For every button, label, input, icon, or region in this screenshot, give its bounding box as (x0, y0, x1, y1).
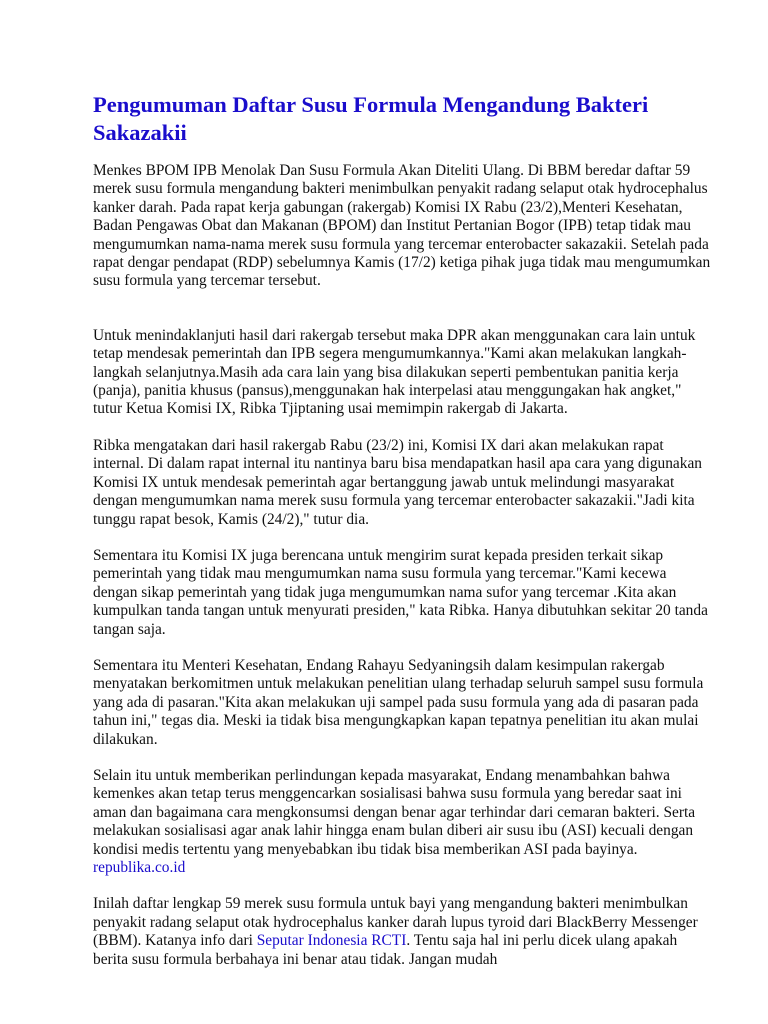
paragraph-7-text-start: Inilah daftar lengkap 59 merek susu formula untuk bayi yang mengandung bakteri menimbulkan penyakit radang selaput otak hydrocephalus kanker darah lupus tyroid dari BlackBerry Messenger (BBM). Katanya info dari (93, 895, 698, 950)
paragraph-2: Untuk menindaklanjuti hasil dari rakergab tersebut maka DPR akan menggunakan cara lain untuk tetap mendesak pemerintah dan IPB segera mengumumkannya."Kami akan melakukan langkah-langkah selanjutnya.Masih ada cara lain yang bisa dilakukan seperti pembentukan panitia kerja (panja), panitia khusus (pansus),menggunakan hak interpelasi atau menggungakan hak angket," tutur Ketua Komisi IX, Ribka Tjiptaning usai memimpin rakergab di Jakarta. (93, 326, 696, 418)
paragraph-5: Sementara itu Menteri Kesehatan, Endang Rahayu Sedyaningsih dalam kesimpulan rakergab menyatakan berkomitmen untuk melakukan penelitian ulang terhadap seluruh sampel susu formula yang ada di pasaran."Kita akan melakukan uji sampel pada susu formula yang ada di pasaran pada tahun ini," tegas dia. Meski ia tidak bisa mengungkapkan kapan tepatnya penelitian itu akan mulai dilakukan. (93, 656, 704, 748)
paragraph-3: Ribka mengatakan dari hasil rakergab Rabu (23/2) ini, Komisi IX dari akan melakukan rapat internal. Di dalam rapat internal itu nantinya baru bisa mendapatkan hasil apa cara yang digunakan Komisi IX untuk mendesak pemerintah agar bertanggung jawab untuk melindungi masyarakat dengan mengumumkan nama merek susu formula yang tercemar enterobacter sakazakii."Jadi kita tunggu rapat besok, Kamis (24/2)," tutur dia. (93, 436, 702, 528)
paragraph-7-text-end: . Tentu saja hal ini perlu dicek ulang apakah berita susu formula berbahaya ini benar atau tidak. Jangan mudah (93, 932, 678, 968)
page-title: Pengumuman Daftar Susu Formula Mengandung Bakteri Sakazakii (93, 92, 649, 145)
paragraph-1: Menkes BPOM IPB Menolak Dan Susu Formula Akan Diteliti Ulang. Di BBM beredar daftar 59 merek susu formula mengandung bakteri menimbulkan penyakit radang selaput otak hydrocephalus kanker darah. Pada rapat kerja gabungan (rakergab) Komisi IX Rabu (23/2),Menteri Kesehatan, Badan Pengawas Obat dan Makanan (BPOM) dan Institut Pertanian Bogor (IPB) tetap tidak mau mengumumkan nama-nama merek susu formula yang tercemar enterobacter sakazakii. Setelah pada rapat dengar pendapat (RDP) sebelumnya Kamis (17/2) ketiga pihak juga tidak mau mengumumkan susu formula yang tercemar tersebut. (93, 162, 711, 290)
source-link[interactable]: republika.co.id (93, 859, 186, 876)
paragraph-7 (93, 895, 713, 969)
paragraph-4: Sementara itu Komisi IX juga berencana untuk mengirim surat kepada presiden terkait sikap pemerintah yang tidak mau mengumumkan nama susu formula yang tercemar."Kami kecewa dengan sikap pemerintah yang tidak juga mengumumkan nama sufor yang tercemar .Kita akan kumpulkan tanda tangan untuk menyurati presiden," kata Ribka. Hanya dibutuhkan sekitar 20 tanda tangan saja. (93, 546, 708, 638)
rcti-link[interactable]: Seputar Indonesia RCTI (256, 932, 407, 950)
paragraph-6-text: Selain itu untuk memberikan perlindungan kepada masyarakat, Endang menambahkan bahwa kemenkes akan tetap terus menggencarkan sosialisasi bahwa susu formula yang beredar saat ini aman dan bagaimana cara mengkonsumsi dengan benar agar terhindar dari cemaran bakteri. Serta melakukan sosialisasi agar anak lahir hingga enam bulan diberi air susu ibu (ASI) kecuali dengan kondisi medis tertentu yang menyebabkan ibu tidak bisa memberikan ASI pada bayinya. (93, 766, 696, 858)
article-body (93, 162, 713, 987)
paragraph-6 (93, 767, 713, 877)
